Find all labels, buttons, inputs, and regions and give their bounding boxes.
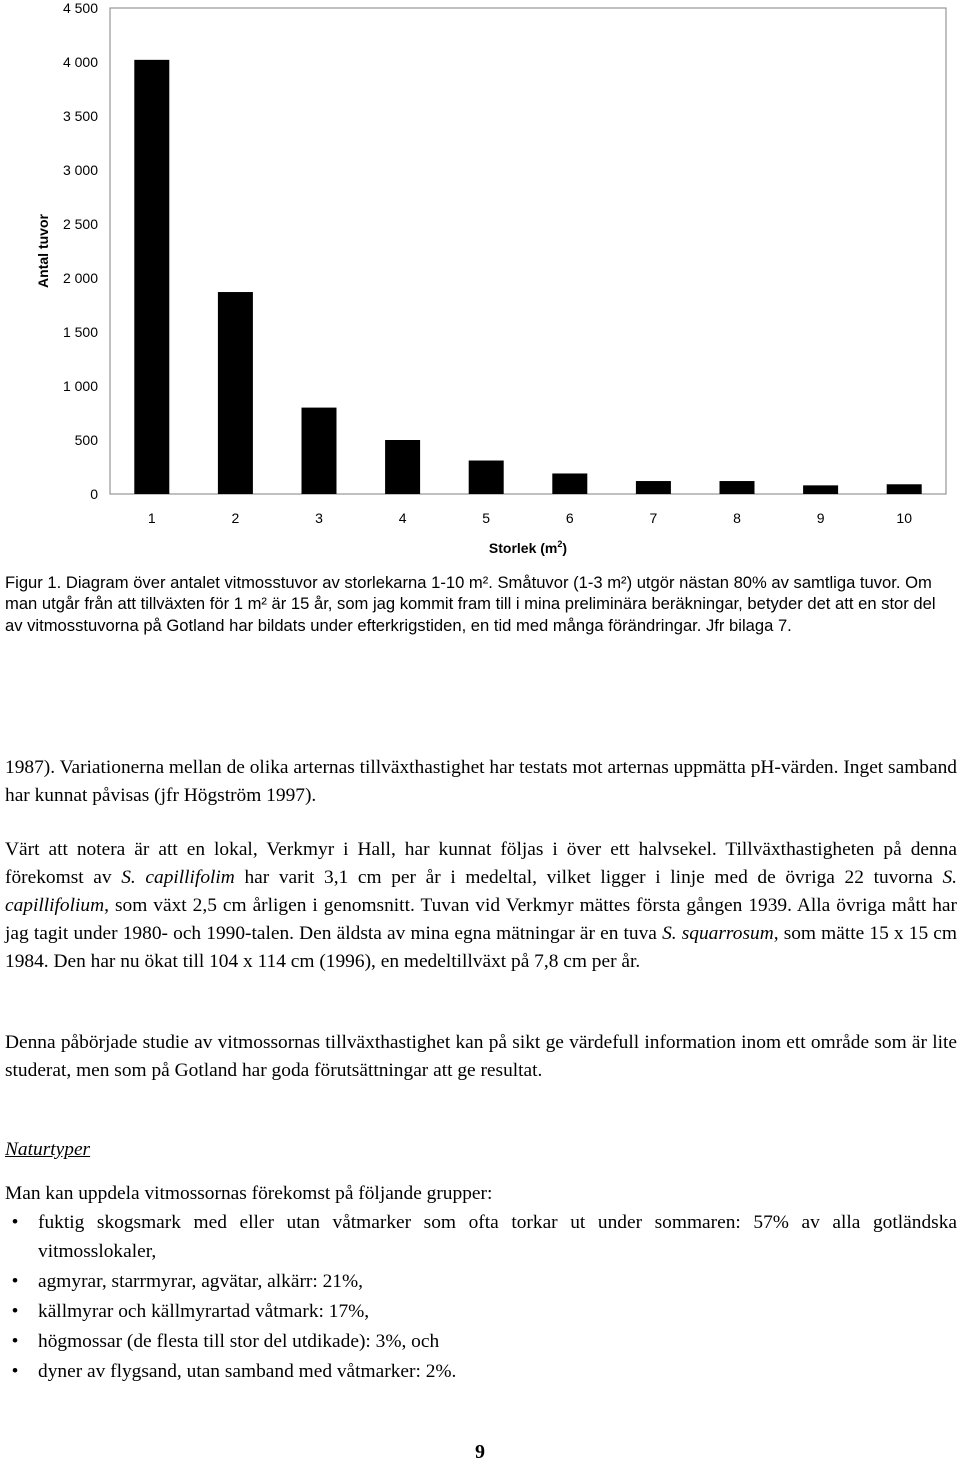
y-tick-label: 4 500	[62, 0, 98, 16]
bullet-icon: •	[11, 1360, 19, 1382]
x-tick-label: 7	[649, 510, 658, 526]
y-tick-label: 0	[90, 486, 98, 502]
species-name-2: S. capillifolium	[5, 867, 957, 916]
list-item-text: agmyrar, starrmyrar, agvätar, alkärr: 21%,	[38, 1270, 364, 1292]
section-heading: Naturtyper	[5, 1139, 91, 1160]
list-item	[5, 1268, 957, 1297]
bullet-icon: •	[11, 1330, 19, 1352]
y-tick-label: 3 000	[62, 162, 98, 178]
paragraph-2-part-c: , som växt 2,5 cm årligen i genomsnitt. Tuvan vid Verkmyr mättes första gången 1939. Alla övriga mått har jag tagit under 1980- och 1990-talen. Den äldsta av mina egna mätningar är en tuva	[5, 895, 957, 944]
y-tick-label: 1 000	[62, 378, 98, 394]
bar	[302, 408, 337, 494]
figure-caption	[5, 572, 957, 636]
x-tick-label: 5	[482, 510, 491, 526]
bar	[720, 481, 755, 494]
bar	[385, 440, 420, 494]
page-number: 9	[475, 1441, 485, 1463]
bullet-icon: •	[11, 1270, 19, 1292]
chart-svg	[0, 0, 960, 570]
list-item	[5, 1298, 957, 1327]
caption-text: . Diagram över antalet vitmosstuvor av storlekarna 1-10 m². Småtuvor (1-3 m²) utgör nästan 80% av samtliga tuvor. Om man utgår från att tillväxten för 1 m² är 15 år, som jag kommit fram till i mina preliminära beräkningar, betyder det att en stor del av vitmosstuvorna på Gotland har bildats under efterkrigstiden, en tid med många förändringar. Jfr bilaga 7.	[5, 573, 936, 635]
y-tick-label: 2 000	[62, 270, 98, 286]
paragraph-2-part-d: , som mätte 15 x 15 cm 1984. Den har nu ökat till 104 x 114 cm (1996), en medeltillväxt på 7,8 cm per år.	[5, 923, 957, 972]
caption-label: Figur 1	[5, 573, 57, 592]
x-tick-label: 6	[565, 510, 574, 526]
list-item-text: högmossar (de flesta till stor del utdikade): 3%, och	[38, 1330, 440, 1352]
list-item	[5, 1358, 957, 1387]
bar	[134, 60, 169, 494]
y-tick-label: 2 500	[62, 216, 98, 232]
bar-chart	[0, 0, 960, 570]
list-item	[5, 1328, 957, 1357]
species-name-1: S. capillifolim	[121, 867, 235, 888]
species-name-3: S. squarrosum	[662, 923, 774, 944]
y-tick-label: 500	[74, 432, 98, 448]
bar	[552, 473, 587, 494]
paragraph-2-part-a: Värt att notera är att en lokal, Verkmyr i Hall, har kunnat följas i över ett halvsekel. Tillväxthastigheten på denna förekomst av	[5, 839, 957, 888]
list-item-text: källmyrar och källmyrartad våtmark: 17%,	[38, 1300, 370, 1322]
bar	[803, 485, 838, 494]
list-item-text: fuktig skogsmark med eller utan våtmarker som ofta torkar ut under sommaren: 57% av alla gotländska vitmosslokaler,	[38, 1212, 957, 1262]
bullet-icon: •	[11, 1212, 19, 1233]
list-item-text: dyner av flygsand, utan samband med våtmarker: 2%.	[38, 1360, 457, 1382]
paragraph-2-part-b: har varit 3,1 cm per år i medeltal, vilket ligger i linje med de övriga 22 tuvorna	[234, 867, 943, 888]
y-tick-label: 1 500	[62, 324, 98, 340]
bullet-icon: •	[11, 1300, 19, 1322]
x-tick-label: 4	[398, 510, 407, 526]
y-tick-label: 4 000	[62, 54, 98, 70]
bar	[218, 292, 253, 494]
x-tick-label: 10	[896, 510, 912, 526]
y-axis-label: Antal tuvor	[35, 214, 51, 288]
paragraph-3: Denna påbörjade studie av vitmossornas tillväxthastighet kan på sikt ge värdefull information inom ett område som är lite studerat, men som på Gotland har goda förutsättningar att ge resultat.	[5, 1032, 957, 1081]
bar	[636, 481, 671, 494]
list-item	[5, 1209, 957, 1266]
y-tick-label: 3 500	[62, 108, 98, 124]
x-tick-label: 9	[816, 510, 825, 526]
x-tick-label: 2	[231, 510, 240, 526]
bar	[887, 484, 922, 494]
x-tick-label: 3	[315, 510, 323, 526]
x-tick-label: 8	[733, 510, 741, 526]
x-tick-label: 1	[147, 510, 156, 526]
bar	[469, 461, 504, 494]
paragraph-1: 1987). Variationerna mellan de olika arternas tillväxthastighet har testats mot arternas uppmätta pH-värden. Inget samband har kunnat påvisas (jfr Högström 1997).	[5, 757, 957, 806]
x-axis-label: Storlek $(m^2)$	[488, 539, 568, 556]
section-intro: Man kan uppdela vitmossornas förekomst på följande grupper:	[5, 1183, 493, 1204]
bullet-list	[5, 1209, 957, 1388]
paragraph-2	[5, 836, 957, 976]
